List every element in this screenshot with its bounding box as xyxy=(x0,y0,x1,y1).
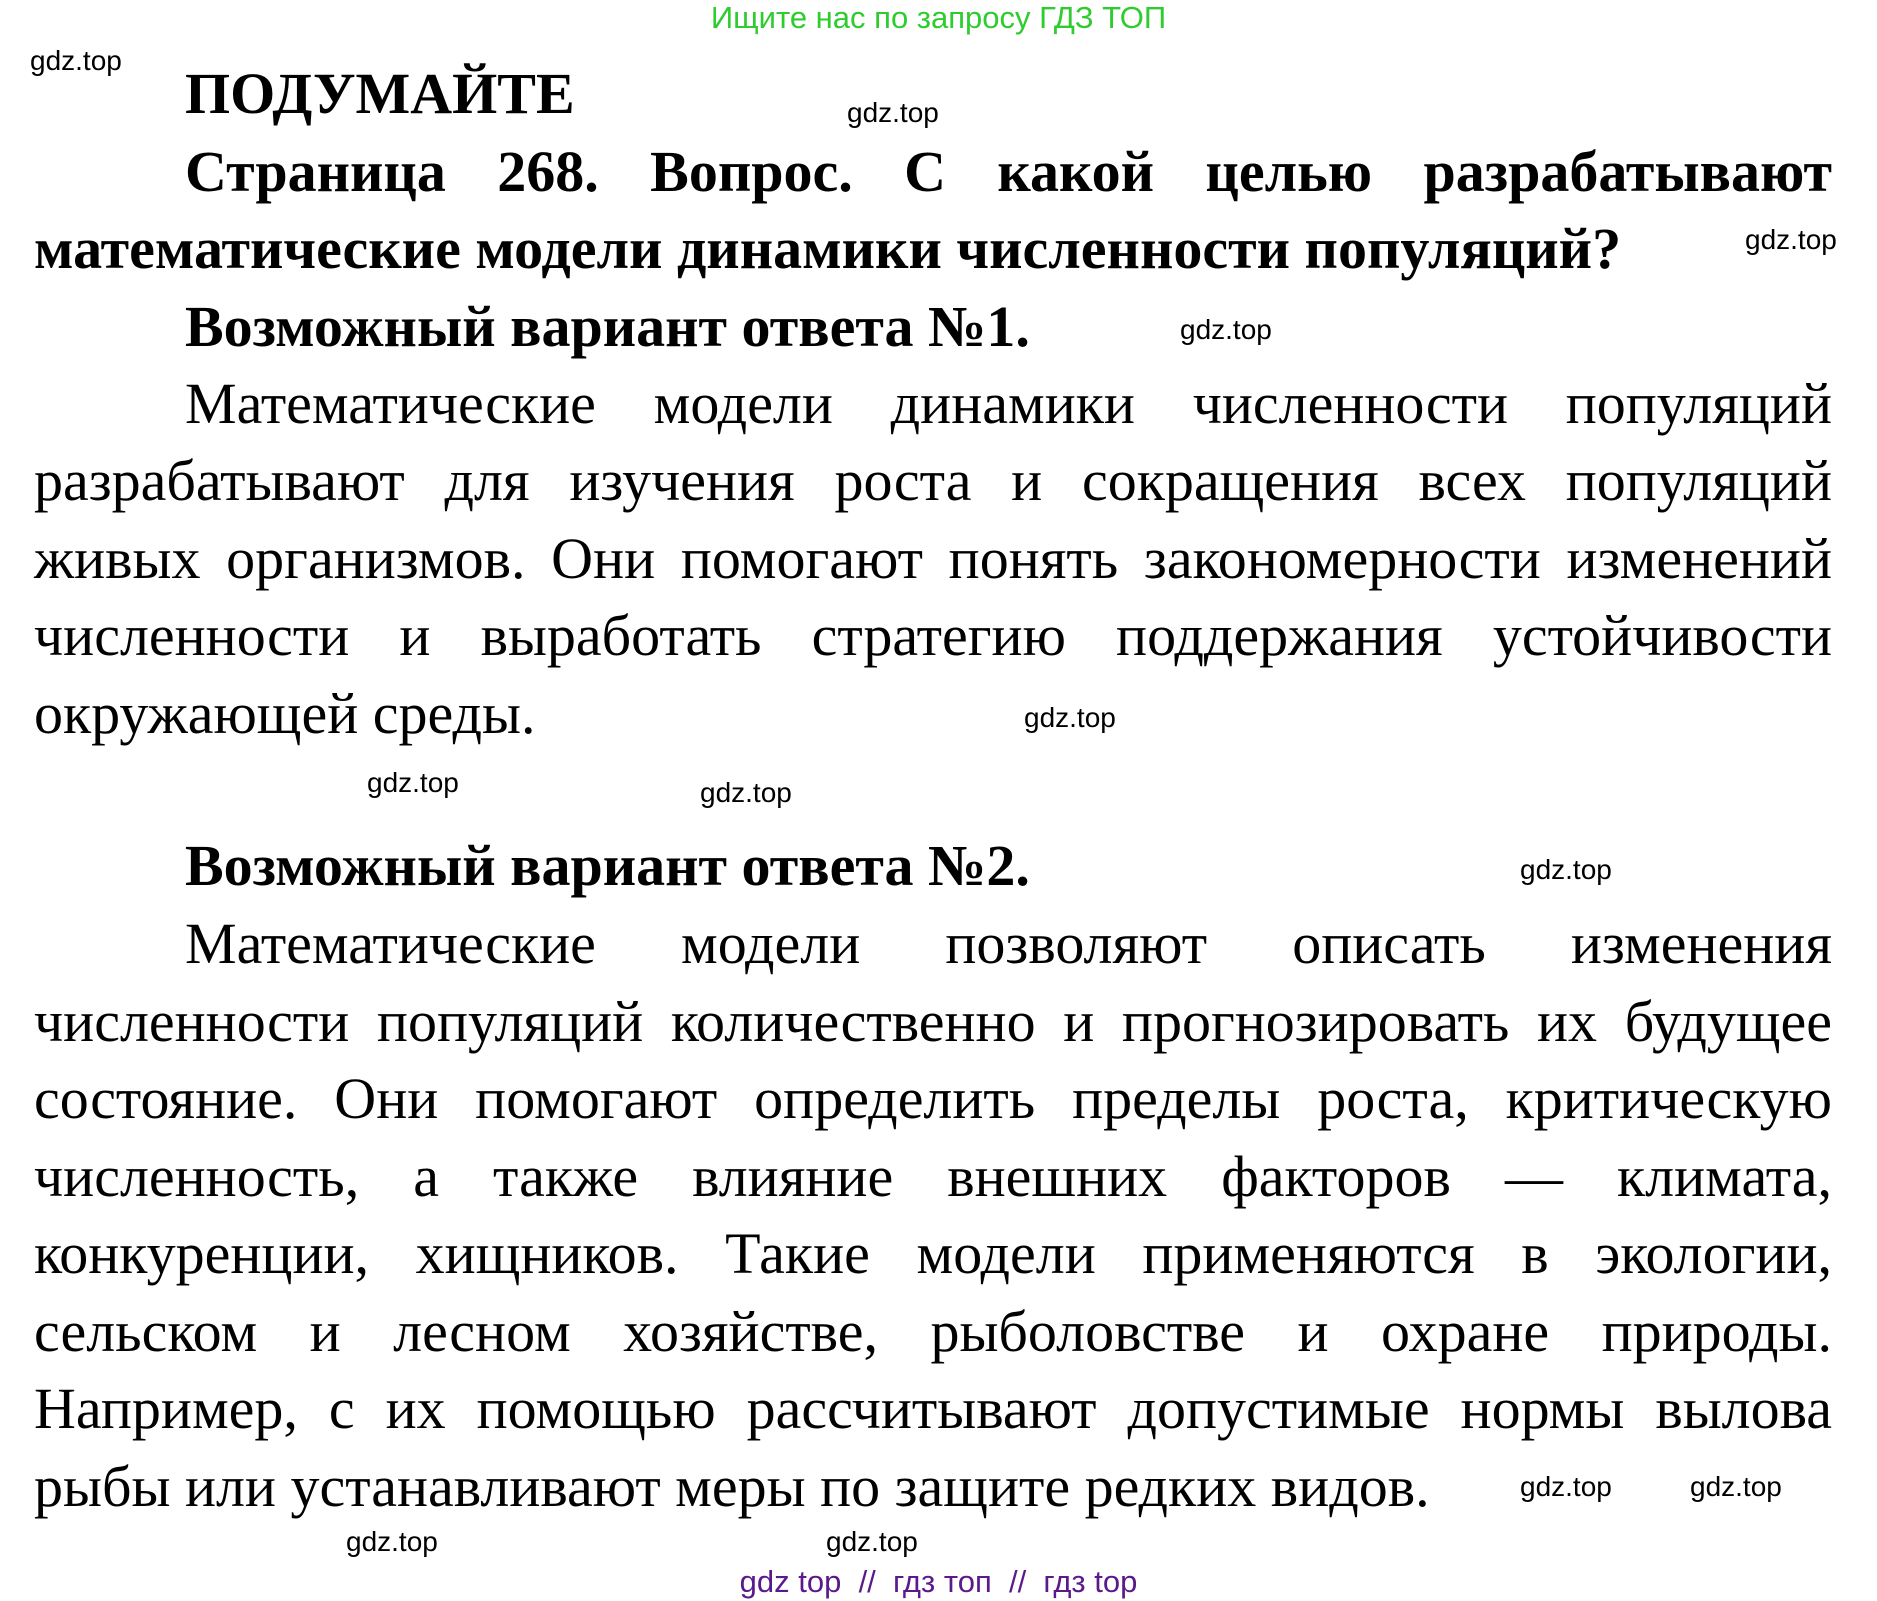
watermark: gdz.top xyxy=(1180,314,1272,345)
answer2-line: Например, с их помощью рассчитывают допустимые нормы вылова xyxy=(34,1376,1832,1441)
watermark: gdz.top xyxy=(826,1526,918,1557)
watermark: gdz.top xyxy=(30,45,122,76)
answer1-line: окружающей среды. xyxy=(34,681,536,746)
watermark: gdz.top xyxy=(367,767,459,798)
answer1-line: живых организмов. Они помогают понять закономерности изменений xyxy=(34,526,1832,591)
watermark: gdz.top xyxy=(847,97,939,128)
watermark: gdz.top xyxy=(1745,224,1837,255)
footer-links: gdz top // гдз топ // гдз top xyxy=(739,1564,1138,1599)
section-heading: ПОДУМАЙТЕ xyxy=(185,61,575,126)
answer2-line: численность, а также влияние внешних факторов — климата, xyxy=(34,1144,1832,1209)
answer2-line: состояние. Они помогают определить пределы роста, критическую xyxy=(34,1066,1832,1131)
watermark: gdz.top xyxy=(346,1526,438,1557)
question-line: Страница 268. Вопрос. С какой целью разрабатывают xyxy=(185,139,1832,204)
watermark: gdz.top xyxy=(1520,1471,1612,1502)
answer2-line: сельском и лесном хозяйстве, рыболовстве и охране природы. xyxy=(34,1299,1832,1364)
watermark: gdz.top xyxy=(1024,702,1116,733)
answer2-title: Возможный вариант ответа №2. xyxy=(185,833,1030,898)
search-banner: Ищите нас по запросу ГДЗ ТОП xyxy=(710,0,1167,35)
answer1-line: разрабатывают для изучения роста и сокращения всех популяций xyxy=(34,448,1832,513)
answer1-line: Математические модели динамики численности популяций xyxy=(185,371,1832,436)
answer1-line: численности и выработать стратегию поддержания устойчивости xyxy=(34,603,1832,668)
question-line: математические модели динамики численности популяций? xyxy=(34,216,1622,281)
watermark: gdz.top xyxy=(1690,1471,1782,1502)
answer2-line: численности популяций количественно и прогнозировать их будущее xyxy=(34,989,1832,1054)
answer2-line: Математические модели позволяют описать изменения xyxy=(185,911,1832,976)
answer2-line: рыбы или устанавливают меры по защите редких видов. xyxy=(34,1454,1430,1519)
watermark: gdz.top xyxy=(1520,854,1612,885)
answer2-line: конкуренции, хищников. Такие модели применяются в экологии, xyxy=(34,1221,1832,1286)
answer1-title: Возможный вариант ответа №1. xyxy=(185,294,1030,359)
watermark: gdz.top xyxy=(700,777,792,808)
